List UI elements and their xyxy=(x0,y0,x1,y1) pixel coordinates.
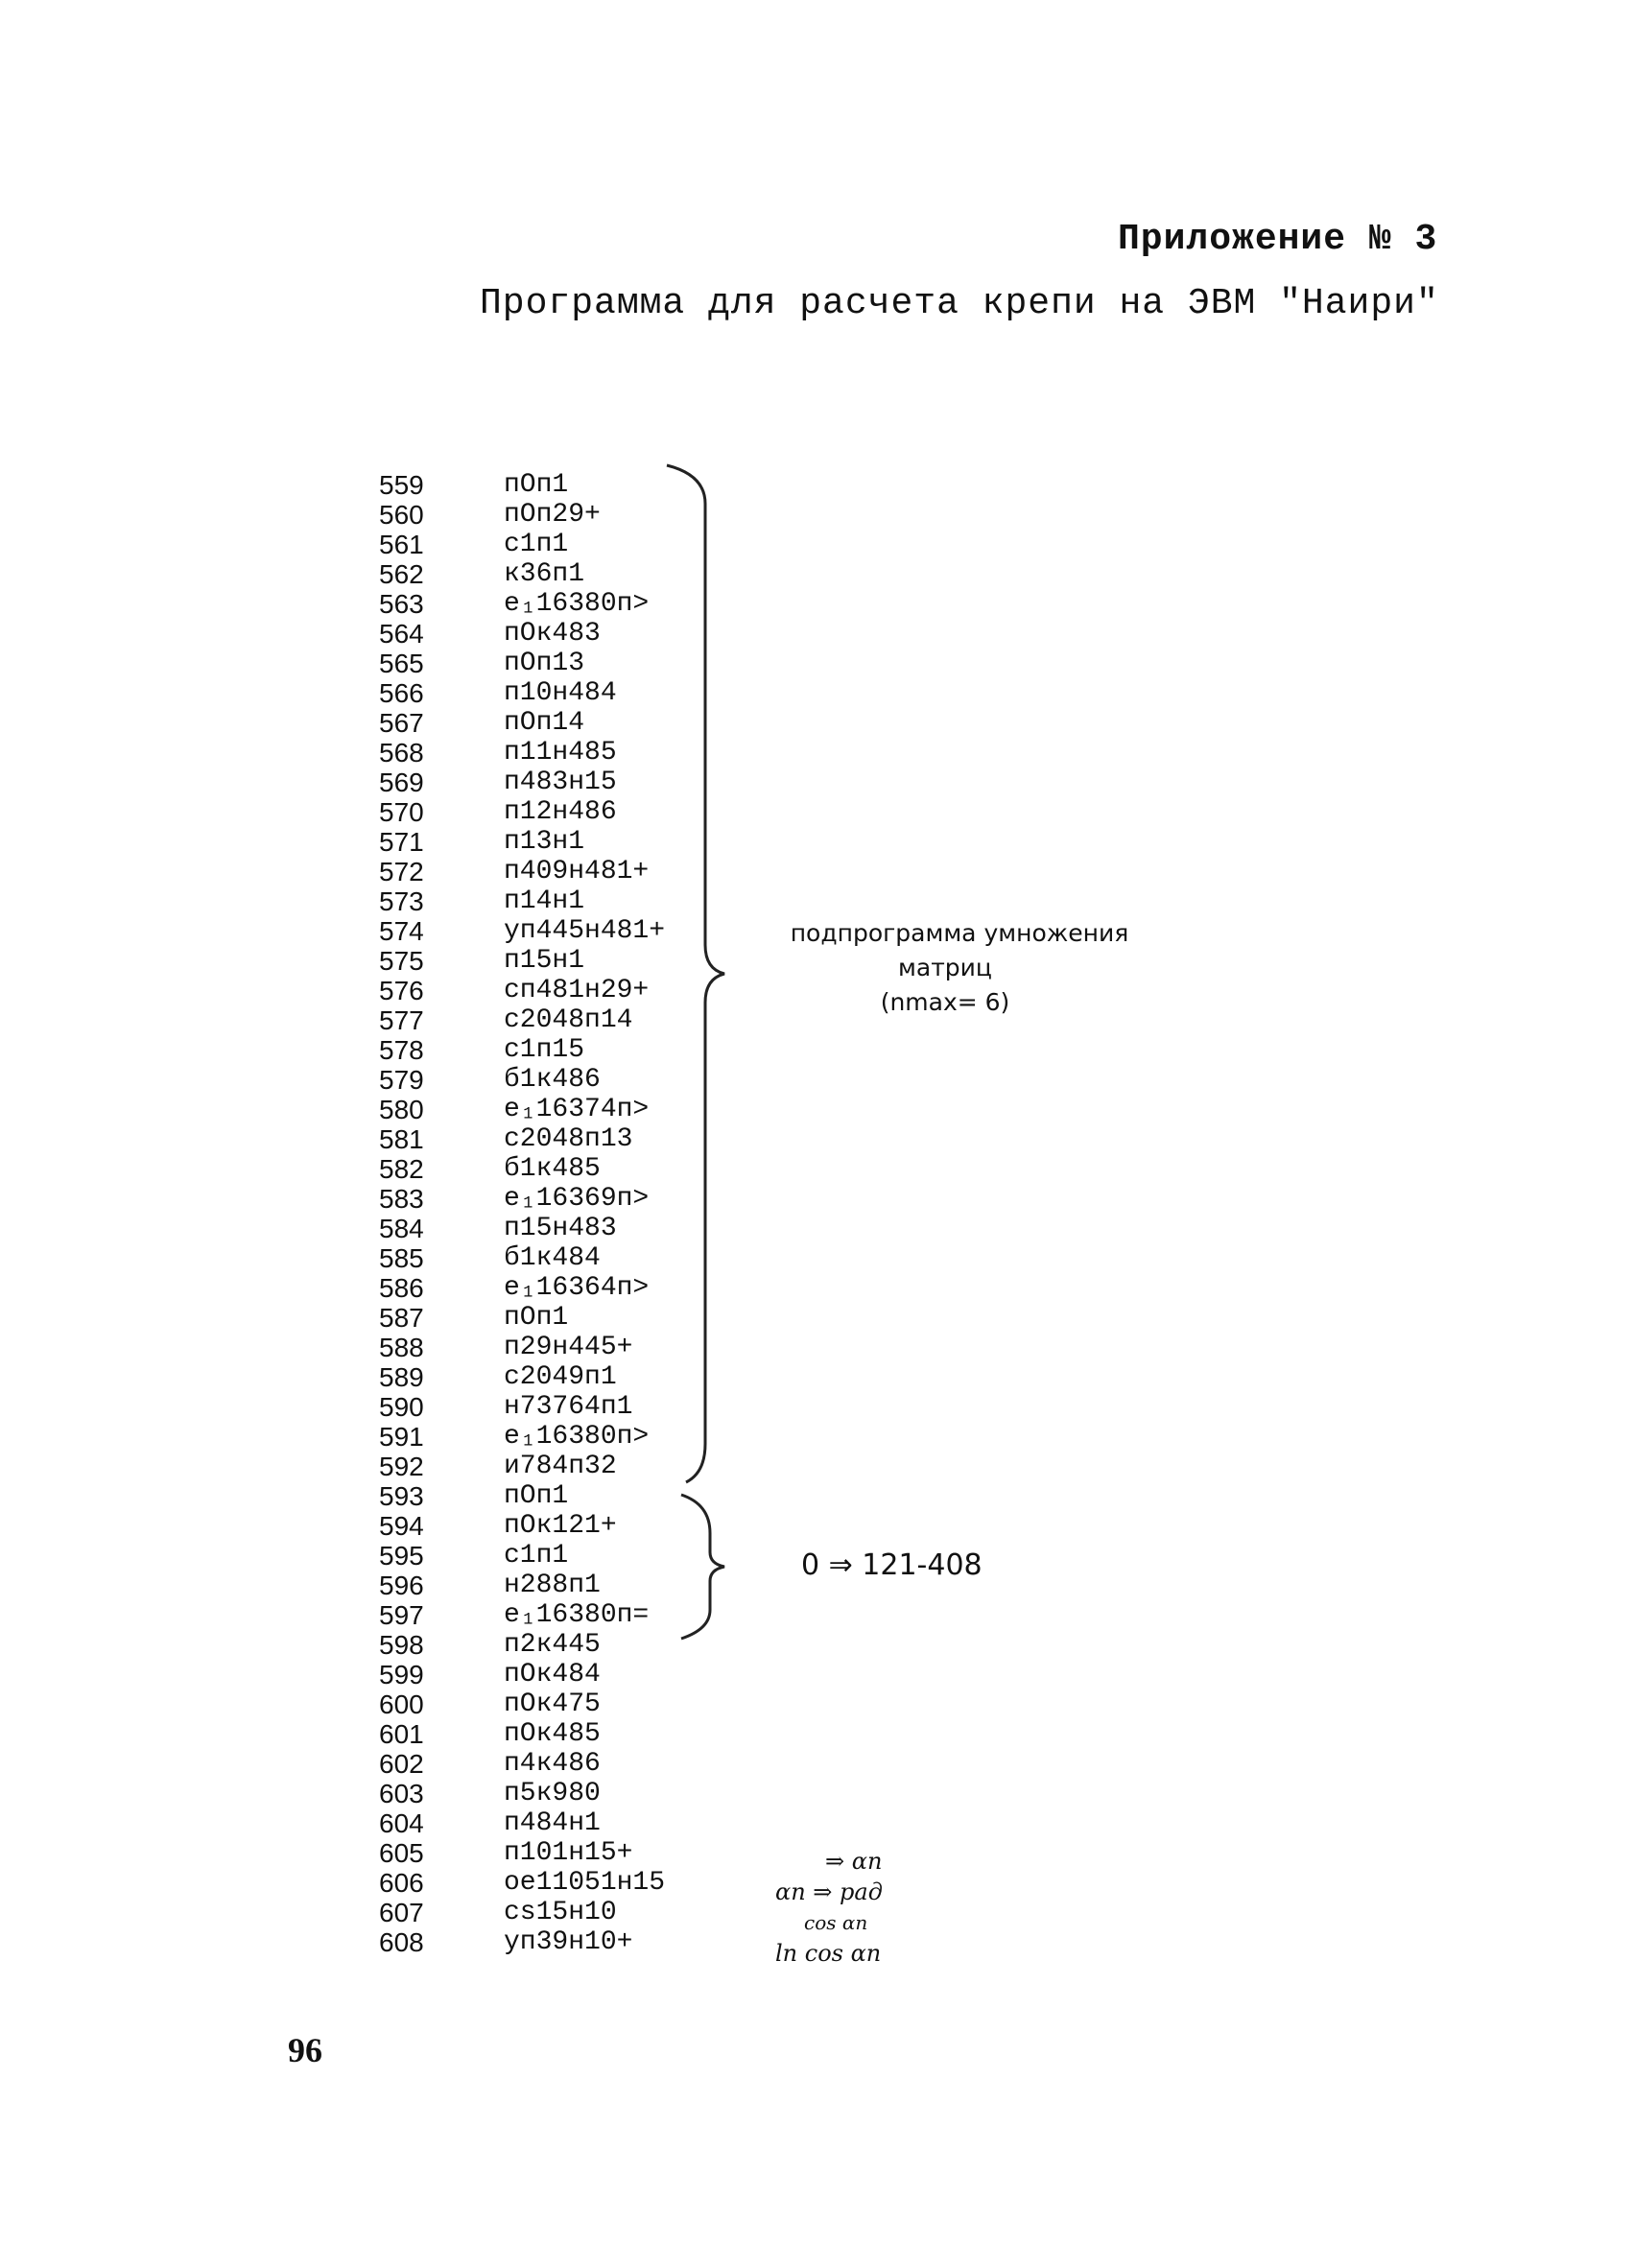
instruction-code: п483н15 xyxy=(504,768,617,797)
instruction-code: п13н1 xyxy=(504,827,585,857)
line-number: 597 xyxy=(379,1599,424,1630)
instruction-code: п15н1 xyxy=(504,946,585,976)
alpha-note: ⇒ αn xyxy=(825,1848,883,1875)
line-number: 591 xyxy=(379,1421,424,1452)
instruction-code: п14н1 xyxy=(504,886,585,916)
line-number: 566 xyxy=(379,677,424,708)
line-number: 599 xyxy=(379,1659,424,1689)
line-number: 587 xyxy=(379,1302,424,1333)
line-number: 608 xyxy=(379,1926,424,1957)
line-number: 568 xyxy=(379,737,424,768)
subroutine-note-line3: (nmax= 6) xyxy=(880,988,1010,1016)
line-number: 584 xyxy=(379,1213,424,1243)
instruction-code: пОп1 xyxy=(504,1303,569,1333)
line-number: 581 xyxy=(379,1123,424,1154)
line-number: 567 xyxy=(379,707,424,738)
instruction-code: пОп1 xyxy=(504,470,569,500)
line-number: 580 xyxy=(379,1094,424,1124)
line-number: 564 xyxy=(379,618,424,649)
line-number: 593 xyxy=(379,1480,424,1511)
instruction-code: п4к486 xyxy=(504,1749,601,1779)
instruction-code: п409н481+ xyxy=(504,857,650,886)
line-number: 576 xyxy=(379,975,424,1005)
line-number: 607 xyxy=(379,1897,424,1927)
instruction-code: б1к485 xyxy=(504,1154,601,1184)
instruction-code: н73764п1 xyxy=(504,1392,633,1422)
instruction-code: е₁16380п= xyxy=(504,1600,650,1630)
listing-row xyxy=(379,1719,724,1749)
line-number: 563 xyxy=(379,588,424,619)
instruction-code: б1к486 xyxy=(504,1065,601,1095)
instruction-code: с2048п14 xyxy=(504,1005,633,1035)
instruction-code: б1к484 xyxy=(504,1243,601,1273)
listing-row xyxy=(379,1868,724,1898)
listing-row xyxy=(379,1838,724,1868)
listing-row xyxy=(379,1808,724,1838)
instruction-code: пОп14 xyxy=(504,708,585,738)
line-number: 560 xyxy=(379,499,424,530)
instruction-code: е₁16369п> xyxy=(504,1184,650,1214)
listing-row xyxy=(379,1927,724,1957)
listing-row xyxy=(379,1630,724,1660)
line-number: 569 xyxy=(379,767,424,797)
line-number: 605 xyxy=(379,1837,424,1868)
line-number: 589 xyxy=(379,1361,424,1392)
page-number: 96 xyxy=(288,2031,322,2069)
line-number: 565 xyxy=(379,648,424,678)
instruction-code: п29н445+ xyxy=(504,1333,633,1362)
line-number: 590 xyxy=(379,1391,424,1422)
subroutine-note-line2: матриц xyxy=(898,954,992,981)
line-number: 592 xyxy=(379,1451,424,1481)
line-number: 604 xyxy=(379,1807,424,1838)
instruction-code: п15н483 xyxy=(504,1214,617,1243)
instruction-code: пОп29+ xyxy=(504,500,601,530)
line-number: 595 xyxy=(379,1540,424,1571)
instruction-code: с1п1 xyxy=(504,1541,569,1571)
instruction-code: п11н485 xyxy=(504,738,617,768)
instruction-code: уп445н481+ xyxy=(504,916,666,946)
line-number: 594 xyxy=(379,1510,424,1541)
instruction-code: сs15н10 xyxy=(504,1898,617,1927)
instruction-code: п12н486 xyxy=(504,797,617,827)
instruction-code: пОп1 xyxy=(504,1481,569,1511)
instruction-code: н288п1 xyxy=(504,1571,601,1600)
line-number: 578 xyxy=(379,1034,424,1065)
instruction-code: пОк475 xyxy=(504,1689,601,1719)
instruction-code: с2049п1 xyxy=(504,1362,617,1392)
listing-row xyxy=(379,1571,724,1600)
line-number: 582 xyxy=(379,1153,424,1184)
instruction-code: е₁16374п> xyxy=(504,1095,650,1124)
listing-row xyxy=(379,1660,724,1689)
line-number: 562 xyxy=(379,558,424,589)
instruction-code: с1п15 xyxy=(504,1035,585,1065)
instruction-code: к36п1 xyxy=(504,559,585,589)
line-number: 561 xyxy=(379,529,424,559)
l-cos-note: ln cos αn xyxy=(775,1940,882,1967)
appendix-label: Приложение № 3 xyxy=(1118,219,1438,260)
line-number: 577 xyxy=(379,1004,424,1035)
listing-row xyxy=(379,1898,724,1927)
page-title: Программа для расчета крепи на ЭВМ "Наири" xyxy=(480,283,1439,324)
line-number: 606 xyxy=(379,1867,424,1898)
instruction-code: и784п32 xyxy=(504,1452,617,1481)
line-number: 601 xyxy=(379,1718,424,1749)
instruction-code: п2к445 xyxy=(504,1630,601,1660)
subroutine-note-line1: подпрограмма умножения xyxy=(790,919,1129,947)
line-number: 571 xyxy=(379,826,424,857)
subroutine-note xyxy=(768,916,1151,1020)
instruction-code: п10н484 xyxy=(504,678,617,708)
line-number: 588 xyxy=(379,1332,424,1362)
line-number: 583 xyxy=(379,1183,424,1214)
instruction-code: п484н1 xyxy=(504,1808,601,1838)
line-number: 603 xyxy=(379,1778,424,1808)
line-number: 575 xyxy=(379,945,424,976)
zero-fill-brace xyxy=(681,1495,729,1639)
listing-row xyxy=(379,1541,724,1571)
instruction-code: пОк484 xyxy=(504,1660,601,1689)
line-number: 574 xyxy=(379,915,424,946)
line-number: 596 xyxy=(379,1570,424,1600)
instruction-code: пОк121+ xyxy=(504,1511,617,1541)
line-number: 602 xyxy=(379,1748,424,1779)
instruction-code: п5к980 xyxy=(504,1779,601,1808)
listing-row xyxy=(379,1511,724,1541)
instruction-code: п101н15+ xyxy=(504,1838,633,1868)
instruction-code: пОк483 xyxy=(504,619,601,649)
listing-row xyxy=(379,1749,724,1779)
instruction-code: с1п1 xyxy=(504,530,569,559)
subroutine-brace xyxy=(667,465,724,1482)
line-number: 600 xyxy=(379,1689,424,1719)
instruction-code: пОп13 xyxy=(504,649,585,678)
instruction-code: е₁16380п> xyxy=(504,589,650,619)
listing-row xyxy=(379,1689,724,1719)
line-number: 572 xyxy=(379,856,424,886)
instruction-code: уп39н10+ xyxy=(504,1927,633,1957)
line-number: 579 xyxy=(379,1064,424,1095)
instruction-code: сп481н29+ xyxy=(504,976,650,1005)
line-number: 559 xyxy=(379,469,424,500)
line-number: 573 xyxy=(379,886,424,916)
line-number: 598 xyxy=(379,1629,424,1660)
cos-note: cos αn xyxy=(804,1911,868,1934)
line-number: 585 xyxy=(379,1242,424,1273)
instruction-code: пОк485 xyxy=(504,1719,601,1749)
listing-row xyxy=(379,1481,724,1511)
listing-row xyxy=(379,1779,724,1808)
line-number: 570 xyxy=(379,796,424,827)
line-number: 586 xyxy=(379,1272,424,1303)
instruction-code: с2048п13 xyxy=(504,1124,633,1154)
instruction-code: е₁16364п> xyxy=(504,1273,650,1303)
zero-fill-note: 0 ⇒ 121-408 xyxy=(801,1548,983,1582)
instruction-code: ое11051н15 xyxy=(504,1868,666,1898)
listing-row xyxy=(379,1600,724,1630)
instruction-code: е₁16380п> xyxy=(504,1422,650,1452)
alpha-rad-note: αn ⇒ рад xyxy=(775,1878,883,1905)
